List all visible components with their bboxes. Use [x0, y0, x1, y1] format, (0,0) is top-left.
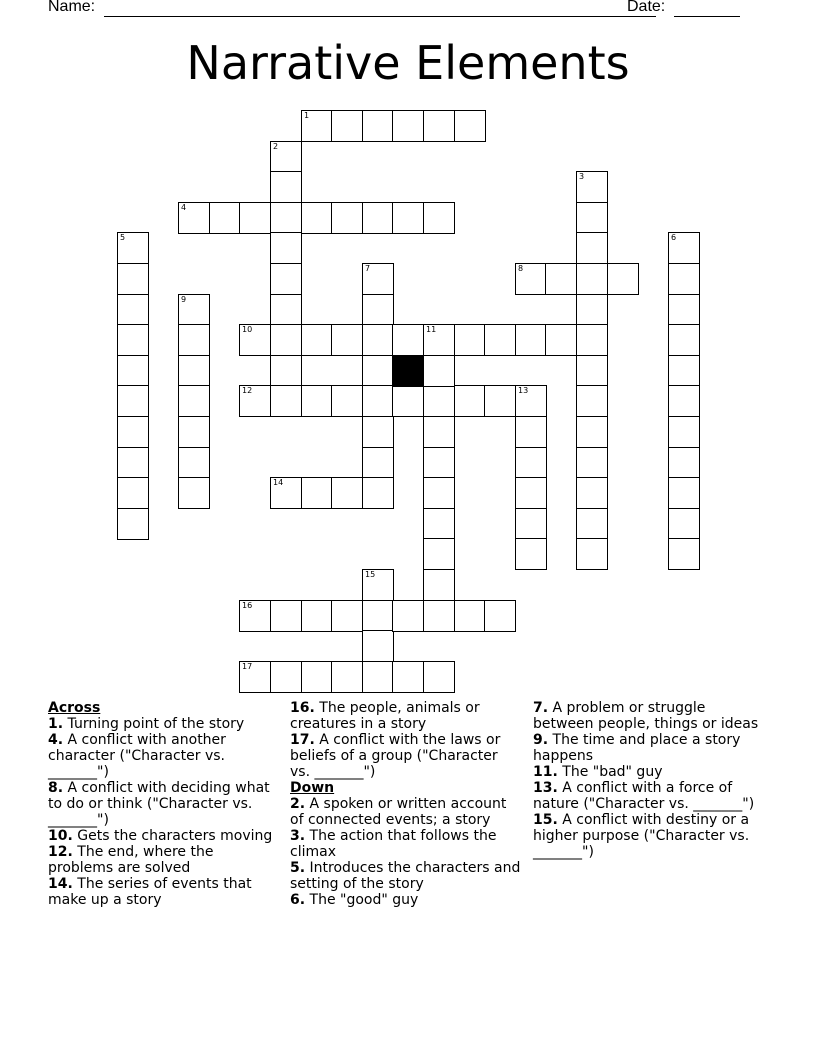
cell-input[interactable]: [179, 203, 209, 233]
grid-cell[interactable]: [362, 110, 394, 142]
grid-cell[interactable]: [423, 508, 455, 540]
grid-cell[interactable]: [178, 477, 210, 509]
cell-input[interactable]: [332, 386, 362, 416]
grid-cell[interactable]: [270, 294, 302, 326]
grid-cell[interactable]: [392, 110, 424, 142]
grid-cell[interactable]: [668, 477, 700, 509]
clue-number: 10: [242, 325, 253, 334]
grid-cell[interactable]: [454, 324, 486, 356]
clue-down-6: 6. The "good" guy: [290, 892, 419, 908]
cell-input[interactable]: [669, 295, 699, 325]
clue-number: 2: [273, 142, 279, 151]
grid-cell[interactable]: [362, 569, 394, 601]
cell-input[interactable]: [363, 325, 393, 355]
down-heading: Down: [290, 780, 335, 796]
cell-input[interactable]: [118, 417, 148, 447]
grid-cell[interactable]: [515, 324, 547, 356]
grid-cell[interactable]: [178, 355, 210, 387]
cell-input[interactable]: [577, 539, 607, 569]
grid-cell[interactable]: [301, 385, 333, 417]
grid-cell[interactable]: [668, 324, 700, 356]
grid-cell[interactable]: [117, 447, 149, 479]
grid-cell[interactable]: [423, 324, 455, 356]
cell-input[interactable]: [424, 662, 454, 692]
cell-input[interactable]: [271, 172, 301, 202]
cell-input[interactable]: [363, 478, 393, 508]
cell-input[interactable]: [179, 386, 209, 416]
grid-cell[interactable]: [668, 385, 700, 417]
cell-input[interactable]: [516, 539, 546, 569]
cell-input[interactable]: [424, 386, 454, 416]
cell-input[interactable]: [424, 417, 454, 447]
grid-cell[interactable]: [515, 508, 547, 540]
grid-cell[interactable]: [362, 263, 394, 295]
grid-cell[interactable]: [331, 661, 363, 693]
cell-input[interactable]: [577, 325, 607, 355]
clue-number: 11: [426, 325, 437, 334]
grid-cell[interactable]: [331, 110, 363, 142]
clue-number: 8: [518, 264, 524, 273]
cell-input[interactable]: [271, 233, 301, 263]
grid-cell[interactable]: [117, 355, 149, 387]
grid-cell[interactable]: [668, 508, 700, 540]
grid-cell[interactable]: [331, 600, 363, 632]
cell-input[interactable]: [393, 386, 423, 416]
cell-input[interactable]: [577, 448, 607, 478]
grid-cell[interactable]: [515, 263, 547, 295]
grid-cell[interactable]: [270, 171, 302, 203]
cell-input[interactable]: [271, 264, 301, 294]
clue-across-4: 4. A conflict with another character ("Character vs. _______"): [48, 732, 226, 780]
grid-cell[interactable]: [331, 477, 363, 509]
grid-cell[interactable]: [576, 324, 608, 356]
cell-input[interactable]: [118, 386, 148, 416]
cell-input[interactable]: [669, 386, 699, 416]
cell-input[interactable]: [455, 386, 485, 416]
grid-cell[interactable]: [515, 477, 547, 509]
date-label: Date:: [627, 0, 666, 15]
cell-input[interactable]: [240, 325, 270, 355]
grid-cell[interactable]: [484, 324, 516, 356]
grid-cell[interactable]: [454, 110, 486, 142]
cell-input[interactable]: [118, 509, 148, 539]
grid-cell[interactable]: [392, 600, 424, 632]
clue-number: 9: [181, 295, 187, 304]
clue-down-3: 3. The action that follows the climax: [290, 828, 497, 860]
grid-cell[interactable]: [576, 508, 608, 540]
grid-cell[interactable]: [392, 202, 424, 234]
grid-cell[interactable]: [423, 110, 455, 142]
grid-cell[interactable]: [331, 385, 363, 417]
cell-input[interactable]: [240, 203, 270, 233]
cell-input[interactable]: [669, 509, 699, 539]
cell-input[interactable]: [271, 203, 301, 233]
cell-input[interactable]: [240, 662, 270, 692]
clue-down-9: 9. The time and place a story happens: [533, 732, 741, 764]
grid-cell[interactable]: [301, 600, 333, 632]
grid-cell[interactable]: [117, 385, 149, 417]
cell-input[interactable]: [271, 478, 301, 508]
grid-cell[interactable]: [423, 202, 455, 234]
cell-input[interactable]: [577, 172, 607, 202]
cell-input[interactable]: [363, 386, 393, 416]
clue-number: 1: [304, 111, 310, 120]
cell-input[interactable]: [608, 264, 638, 294]
clue-down-7: 7. A problem or struggle between people, things or ideas: [533, 700, 759, 732]
cell-input[interactable]: [577, 356, 607, 386]
cell-input[interactable]: [393, 601, 423, 631]
clue-number: 7: [365, 264, 371, 273]
grid-cell[interactable]: [668, 232, 700, 264]
grid-cell[interactable]: [423, 569, 455, 601]
cell-input[interactable]: [577, 386, 607, 416]
grid-cell[interactable]: [423, 447, 455, 479]
grid-cell[interactable]: [668, 416, 700, 448]
clue-across-1: 1. Turning point of the story: [48, 716, 245, 732]
cell-input[interactable]: [363, 356, 393, 386]
grid-cell[interactable]: [515, 416, 547, 448]
grid-cell[interactable]: [423, 538, 455, 570]
clue-number: 3: [579, 172, 585, 181]
cell-input[interactable]: [363, 570, 393, 600]
cell-input[interactable]: [393, 662, 423, 692]
cell-input[interactable]: [669, 233, 699, 263]
grid-cell[interactable]: [576, 538, 608, 570]
cell-input[interactable]: [516, 509, 546, 539]
grid-cell[interactable]: [239, 600, 271, 632]
cell-input[interactable]: [179, 448, 209, 478]
clue-number: 5: [120, 233, 126, 242]
cell-input[interactable]: [577, 478, 607, 508]
cell-input[interactable]: [271, 142, 301, 172]
grid-cell[interactable]: [239, 202, 271, 234]
grid-cell[interactable]: [545, 324, 577, 356]
cell-input[interactable]: [516, 386, 546, 416]
grid-cell[interactable]: [331, 202, 363, 234]
cell-input[interactable]: [516, 264, 546, 294]
cell-input[interactable]: [363, 601, 393, 631]
cell-input[interactable]: [210, 203, 240, 233]
grid-cell[interactable]: [301, 324, 333, 356]
grid-cell[interactable]: [270, 385, 302, 417]
cell-input[interactable]: [271, 662, 301, 692]
cell-input[interactable]: [424, 570, 454, 600]
cell-input[interactable]: [179, 356, 209, 386]
grid-cell[interactable]: [178, 416, 210, 448]
cell-input[interactable]: [302, 203, 332, 233]
cell-input[interactable]: [179, 478, 209, 508]
cell-input[interactable]: [271, 601, 301, 631]
black-square: [392, 355, 424, 387]
grid-cell[interactable]: [301, 477, 333, 509]
cell-input[interactable]: [363, 448, 393, 478]
grid-cell[interactable]: [576, 447, 608, 479]
cell-input[interactable]: [516, 325, 546, 355]
grid-cell[interactable]: [423, 477, 455, 509]
cell-input[interactable]: [516, 478, 546, 508]
cell-input[interactable]: [118, 233, 148, 263]
grid-cell[interactable]: [178, 385, 210, 417]
cell-input[interactable]: [669, 325, 699, 355]
clue-across-14: 14. The series of events that make up a story: [48, 876, 252, 908]
grid-cell[interactable]: [270, 355, 302, 387]
grid-cell[interactable]: [239, 385, 271, 417]
cell-input[interactable]: [485, 386, 515, 416]
grid-cell[interactable]: [576, 477, 608, 509]
cell-input[interactable]: [424, 448, 454, 478]
cell-input[interactable]: [546, 264, 576, 294]
grid-cell[interactable]: [607, 263, 639, 295]
grid-cell[interactable]: [117, 416, 149, 448]
clue-number: 17: [242, 662, 253, 671]
cell-input[interactable]: [669, 539, 699, 569]
grid-cell[interactable]: [178, 202, 210, 234]
clue-number: 16: [242, 601, 253, 610]
grid-cell[interactable]: [545, 263, 577, 295]
grid-cell[interactable]: [576, 202, 608, 234]
cell-input[interactable]: [363, 662, 393, 692]
grid-cell[interactable]: [454, 385, 486, 417]
grid-cell[interactable]: [270, 324, 302, 356]
cell-input[interactable]: [424, 478, 454, 508]
cell-input[interactable]: [118, 356, 148, 386]
cell-input[interactable]: [302, 386, 332, 416]
cell-input[interactable]: [363, 264, 393, 294]
cell-input[interactable]: [302, 325, 332, 355]
cell-input[interactable]: [393, 325, 423, 355]
grid-cell[interactable]: [117, 294, 149, 326]
cell-input[interactable]: [179, 325, 209, 355]
grid-cell[interactable]: [484, 600, 516, 632]
cell-input[interactable]: [424, 203, 454, 233]
grid-cell[interactable]: [209, 202, 241, 234]
cell-input[interactable]: [271, 386, 301, 416]
grid-cell[interactable]: [117, 263, 149, 295]
cell-input[interactable]: [271, 325, 301, 355]
grid-cell[interactable]: [362, 447, 394, 479]
cell-input[interactable]: [302, 601, 332, 631]
grid-cell[interactable]: [362, 600, 394, 632]
clue-down-11: 11. The "bad" guy: [533, 764, 663, 780]
grid-cell[interactable]: [454, 600, 486, 632]
cell-input[interactable]: [485, 601, 515, 631]
grid-cell[interactable]: [270, 661, 302, 693]
grid-cell[interactable]: [362, 630, 394, 662]
cell-input[interactable]: [271, 295, 301, 325]
cell-input[interactable]: [332, 478, 362, 508]
cell-input[interactable]: [363, 295, 393, 325]
cell-input[interactable]: [424, 325, 454, 355]
cell-input[interactable]: [669, 478, 699, 508]
clues-column-2: [290, 700, 522, 908]
grid-cell[interactable]: [178, 324, 210, 356]
cell-input[interactable]: [363, 111, 393, 141]
grid-cell[interactable]: [515, 385, 547, 417]
cell-input[interactable]: [577, 203, 607, 233]
cell-input[interactable]: [577, 417, 607, 447]
cell-input[interactable]: [424, 509, 454, 539]
grid-cell[interactable]: [668, 263, 700, 295]
cell-input[interactable]: [455, 325, 485, 355]
cell-input[interactable]: [393, 111, 423, 141]
grid-cell[interactable]: [270, 202, 302, 234]
cell-input[interactable]: [424, 539, 454, 569]
grid-cell[interactable]: [515, 538, 547, 570]
cell-input[interactable]: [577, 264, 607, 294]
cell-input[interactable]: [424, 356, 454, 386]
across-heading: Across: [48, 700, 101, 716]
cell-input[interactable]: [271, 356, 301, 386]
grid-cell[interactable]: [576, 232, 608, 264]
cell-input[interactable]: [240, 601, 270, 631]
grid-cell[interactable]: [362, 385, 394, 417]
cell-input[interactable]: [393, 203, 423, 233]
grid-cell[interactable]: [301, 661, 333, 693]
grid-cell[interactable]: [270, 141, 302, 173]
cell-input[interactable]: [669, 264, 699, 294]
clue-across-10: 10. Gets the characters moving: [48, 828, 273, 844]
grid-cell[interactable]: [270, 232, 302, 264]
cell-input[interactable]: [669, 417, 699, 447]
grid-cell[interactable]: [117, 324, 149, 356]
grid-cell[interactable]: [239, 661, 271, 693]
grid-cell[interactable]: [362, 661, 394, 693]
clue-across-17: 17. A conflict with the laws or beliefs of a group ("Character vs. _______"): [290, 732, 501, 780]
grid-cell[interactable]: [668, 447, 700, 479]
grid-cell[interactable]: [362, 416, 394, 448]
grid-cell[interactable]: [423, 600, 455, 632]
grid-cell[interactable]: [668, 538, 700, 570]
grid-cell[interactable]: [117, 477, 149, 509]
clue-across-16: 16. The people, animals or creatures in a story: [290, 700, 480, 732]
cell-input[interactable]: [577, 233, 607, 263]
cell-input[interactable]: [363, 631, 393, 661]
clue-across-12: 12. The end, where the problems are solved: [48, 844, 214, 876]
clue-down-2: 2. A spoken or written account of connected events; a story: [290, 796, 507, 828]
clue-down-5: 5. Introduces the characters and setting of the story: [290, 860, 521, 892]
grid-cell[interactable]: [576, 385, 608, 417]
clue-number: 15: [365, 570, 376, 579]
grid-cell[interactable]: [270, 477, 302, 509]
cell-input[interactable]: [577, 295, 607, 325]
cell-input[interactable]: [363, 417, 393, 447]
cell-input[interactable]: [118, 325, 148, 355]
grid-cell[interactable]: [362, 477, 394, 509]
cell-input[interactable]: [118, 264, 148, 294]
cell-input[interactable]: [332, 203, 362, 233]
grid-cell[interactable]: [270, 263, 302, 295]
grid-cell[interactable]: [270, 600, 302, 632]
cell-input[interactable]: [179, 417, 209, 447]
grid-cell[interactable]: [301, 202, 333, 234]
cell-input[interactable]: [302, 478, 332, 508]
cell-input[interactable]: [332, 601, 362, 631]
page-title: Narrative Elements: [186, 36, 630, 90]
grid-cell[interactable]: [423, 416, 455, 448]
cell-input[interactable]: [577, 509, 607, 539]
grid-cell[interactable]: [301, 110, 333, 142]
cell-input[interactable]: [332, 111, 362, 141]
name-label: Name:: [48, 0, 96, 15]
grid-cell[interactable]: [576, 294, 608, 326]
cell-input[interactable]: [332, 325, 362, 355]
grid-cell[interactable]: [423, 355, 455, 387]
cell-input[interactable]: [240, 386, 270, 416]
clues-column-3: [533, 700, 765, 860]
grid-cell[interactable]: [576, 263, 608, 295]
cell-input[interactable]: [118, 295, 148, 325]
grid-cell[interactable]: [515, 447, 547, 479]
cell-input[interactable]: [118, 448, 148, 478]
cell-input[interactable]: [363, 203, 393, 233]
cell-input[interactable]: [332, 662, 362, 692]
clue-number: 13: [518, 386, 529, 395]
clues-column-1: [48, 700, 280, 908]
grid-cell[interactable]: [117, 508, 149, 540]
grid-cell[interactable]: [668, 294, 700, 326]
grid-cell[interactable]: [392, 324, 424, 356]
cell-input[interactable]: [424, 601, 454, 631]
grid-cell[interactable]: [117, 232, 149, 264]
grid-cell[interactable]: [392, 385, 424, 417]
cell-input[interactable]: [669, 356, 699, 386]
grid-cell[interactable]: [576, 171, 608, 203]
cell-input[interactable]: [546, 325, 576, 355]
cell-input[interactable]: [455, 601, 485, 631]
grid-cell[interactable]: [178, 294, 210, 326]
grid-cell[interactable]: [423, 385, 455, 417]
grid-cell[interactable]: [362, 294, 394, 326]
grid-cell[interactable]: [331, 324, 363, 356]
cell-input[interactable]: [302, 111, 332, 141]
clue-number: 12: [242, 386, 253, 395]
grid-cell[interactable]: [392, 661, 424, 693]
grid-cell[interactable]: [239, 324, 271, 356]
grid-cell[interactable]: [362, 324, 394, 356]
clue-across-8: 8. A conflict with deciding what to do or think ("Character vs. _______"): [48, 780, 270, 828]
grid-cell[interactable]: [668, 355, 700, 387]
clue-number: 4: [181, 203, 187, 212]
clue-number: 6: [671, 233, 677, 242]
grid-cell[interactable]: [484, 385, 516, 417]
cell-input[interactable]: [179, 295, 209, 325]
cell-input[interactable]: [485, 325, 515, 355]
cell-input[interactable]: [516, 417, 546, 447]
grid-cell[interactable]: [362, 355, 394, 387]
clue-down-13: 13. A conflict with a force of nature ("Character vs. _______"): [533, 780, 755, 812]
cell-input[interactable]: [302, 662, 332, 692]
clue-down-15: 15. A conflict with destiny or a higher purpose ("Character vs. _______"): [533, 812, 750, 860]
grid-cell[interactable]: [576, 416, 608, 448]
grid-cell[interactable]: [576, 355, 608, 387]
cell-input[interactable]: [669, 448, 699, 478]
cell-input[interactable]: [118, 478, 148, 508]
cell-input[interactable]: [424, 111, 454, 141]
grid-cell[interactable]: [178, 447, 210, 479]
grid-cell[interactable]: [423, 661, 455, 693]
cell-input[interactable]: [455, 111, 485, 141]
grid-cell[interactable]: [362, 202, 394, 234]
clue-number: 14: [273, 478, 284, 487]
cell-input[interactable]: [516, 448, 546, 478]
